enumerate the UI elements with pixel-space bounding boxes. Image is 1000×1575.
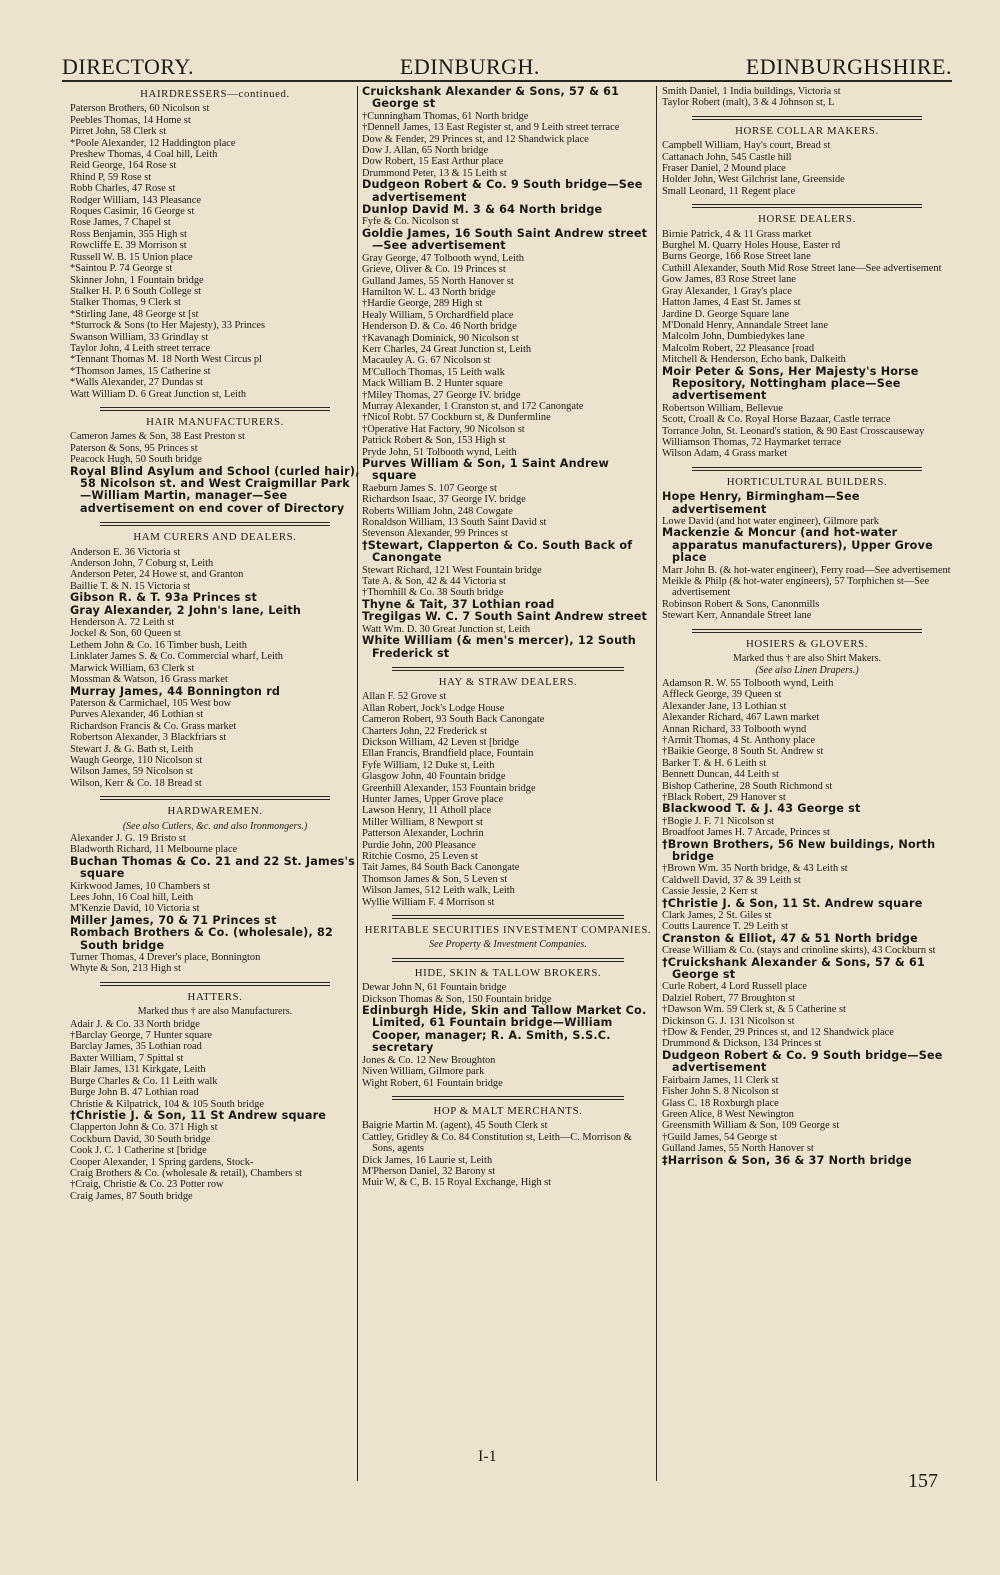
- listing-entry: Waugh George, 110 Nicolson st: [70, 754, 203, 766]
- section-divider: [392, 667, 624, 671]
- listing-entry: Gulland James, 55 North Hanover st: [362, 275, 514, 287]
- listing-entry: Healy William, 5 Orchardfield place: [362, 309, 514, 321]
- listing-entry: Pirret John, 58 Clerk st: [70, 126, 167, 138]
- listing-entry: Anderson Peter, 24 Howe st, and Granton: [70, 569, 244, 581]
- listing-entry: Bladworth Richard, 11 Melbourne place: [70, 844, 238, 856]
- section-heading: HORSE COLLAR MAKERS.: [735, 124, 879, 137]
- listing-entry: Anderson John, 7 Coburg st, Leith: [70, 558, 214, 570]
- listing-entry: Ross Benjamin, 355 High st: [70, 228, 187, 240]
- listing-entry: Henderson D. & Co. 46 North bridge: [362, 321, 517, 333]
- listing-entry: *Sturrock & Sons (to Her Majesty), 33 Princes: [70, 320, 266, 332]
- listing-entry: M'Pherson Daniel, 32 Barony st: [362, 1165, 496, 1177]
- section-divider: [100, 796, 330, 800]
- listing-entry: Wilson James, 512 Leith walk, Leith: [362, 885, 515, 897]
- listing-entry: Russell W. B. 15 Union place: [70, 251, 193, 263]
- listing-entry: Holder John, West Gilchrist lane, Greenside: [662, 174, 845, 186]
- listing-entry: Fyfe & Co. Nicolson st: [362, 216, 459, 228]
- listing-entry: †Thornhill & Co. 38 South bridge: [362, 587, 504, 599]
- listing-entry: Malcolm John, Dumbiedykes lane: [662, 331, 805, 343]
- listing-entry-bold: White William (& men's mercer), 12 South Frederick st: [362, 634, 636, 660]
- listing-entry: Gulland James, 55 North Hanover st: [662, 1143, 814, 1155]
- listing-entry: Ritchie Cosmo, 25 Leven st: [362, 851, 478, 862]
- listing-entry: Peebles Thomas, 14 Home st: [70, 114, 191, 126]
- listing-entry: †Craig, Christie & Co. 23 Potter row: [70, 1179, 224, 1191]
- listing-entry: Mossman & Watson, 16 Grass market: [70, 674, 228, 686]
- listing-entry: Rodger William, 143 Pleasance: [70, 194, 201, 206]
- listing-entry: Whyte & Son, 213 High st: [70, 963, 181, 975]
- header-center: EDINBURGH.: [399, 54, 540, 79]
- listing-entry: Taylor John, 4 Leith street terrace: [70, 342, 211, 354]
- listing-entry-bold: Purves William & Son, 1 Saint Andrew square: [362, 457, 609, 483]
- listing-entry: Curle Robert, 4 Lord Russell place: [662, 981, 807, 993]
- listing-entry: †Bogie J. F. 71 Nicolson st: [662, 815, 775, 827]
- listing-entry-bold: Mackenzie & Moncur (and hot-water apparatus manufacturers), Upper Grove place: [662, 526, 933, 565]
- listing-entry: Clapperton John & Co. 371 High st: [70, 1122, 218, 1134]
- listing-entry: Hamilton W. L. 43 North bridge: [362, 286, 496, 298]
- listing-entry-bold: †Christie J. & Son, 11 St. Andrew square: [662, 896, 923, 910]
- listing-entry: Paterson & Carmichael, 105 West bow: [70, 697, 232, 709]
- listing-entry: †Armit Thomas, 4 St. Anthony place: [662, 734, 816, 746]
- listing-entry: Bennett Duncan, 44 Leith st: [662, 769, 779, 781]
- listing-entry: Torrance John, St. Leonard's station, & 90 East Crosscauseway: [662, 425, 925, 437]
- listing-entry: Cuthill Alexander, South Mid Rose Street lane—See advertisement: [662, 262, 942, 274]
- section-note: (See also Linen Drapers.): [755, 665, 859, 677]
- listing-entry: *Tennant Thomas M. 18 North West Circus pl: [70, 354, 262, 366]
- listing-entry: Williamson Thomas, 72 Haymarket terrace: [662, 436, 842, 448]
- listing-entry: *Thomson James, 15 Catherine st: [70, 365, 211, 377]
- listing-entry: Dickson William, 42 Leven st [bridge: [362, 736, 519, 748]
- listing-entry-bold: Buchan Thomas & Co. 21 and 22 St. James's square: [70, 854, 356, 881]
- listing-entry: Fraser Daniel, 2 Mound place: [662, 163, 786, 175]
- section-divider: [392, 1096, 624, 1100]
- section-heading: HAIR MANUFACTURERS.: [146, 415, 284, 428]
- listing-entry: *Saintou P. 74 George st: [70, 263, 173, 275]
- listing-entry: †Hardie George, 289 High st: [362, 298, 483, 310]
- listing-entry: Bishop Catherine, 28 South Richmond st: [662, 780, 833, 792]
- listing-entry: Dewar John N, 61 Fountain bridge: [362, 982, 507, 994]
- listing-entry: †Baikie George, 8 South St. Andrew st: [662, 746, 824, 758]
- listing-entry: Reid George, 164 Rose st: [70, 160, 177, 172]
- listing-entry-bold: Goldie James, 16 South Saint Andrew street—See advertisement: [362, 226, 648, 253]
- listing-entry: Greenhill Alexander, 153 Fountain bridge: [362, 782, 536, 794]
- listing-entry: Alexander J. G. 19 Bristo st: [70, 832, 186, 844]
- listing-entry: Wilson James, 59 Nicolson st: [70, 766, 193, 778]
- listing-entry: Paterson & Sons, 95 Princes st: [70, 442, 198, 454]
- listing-entry: †Dennell James, 13 East Register st, and 9 Leith street terrace: [362, 122, 620, 134]
- listing-entry: Burge Charles & Co. 11 Leith walk: [70, 1075, 218, 1087]
- section-heading: HORSE DEALERS.: [758, 213, 856, 226]
- listing-entry: Wyllie William F. 4 Morrison st: [362, 896, 495, 908]
- listing-entry: Dick James, 16 Laurie st, Leith: [362, 1154, 493, 1166]
- listing-entry-bold: Royal Blind Asylum and School (curled hair), 58 Nicolson st. and West Craigmillar Park—William Martin, manager—See advertisement on end cover of Directory: [70, 464, 360, 515]
- listing-entry: †Cunningham Thomas, 61 North bridge: [362, 110, 529, 122]
- listing-entry: Burns George, 166 Rose Street lane: [662, 251, 811, 263]
- listing-entry: M'Donald Henry, Annandale Street lane: [662, 319, 828, 331]
- section-heading: HAY & STRAW DEALERS.: [438, 675, 578, 688]
- listing-entry: Preshew Thomas, 4 Coal hill, Leith: [70, 149, 218, 161]
- listing-entry: Kirkwood James, 10 Chambers st: [70, 880, 210, 892]
- listing-entry: Thomson James & Son, 5 Leven st: [362, 873, 508, 885]
- listing-entry-bold: Gibson R. & T. 93a Princes st: [70, 591, 258, 605]
- listing-entry: Fisher John S. 8 Nicolson st: [662, 1086, 779, 1098]
- listing-entry: Blair James, 131 Kirkgate, Leith: [70, 1064, 206, 1076]
- listing-entry: Broadfoot James H. 7 Arcade, Princes st: [662, 827, 830, 839]
- listing-entry: Turner Thomas, 4 Drever's place, Bonnington: [70, 952, 261, 964]
- section-note: (See also Cutlers, &c. and also Ironmongers.): [122, 820, 308, 832]
- listing-entry: Patterson Alexander, Lochrin: [362, 828, 484, 840]
- listing-entry: Allan F. 52 Grove st: [362, 691, 447, 703]
- listing-entry: Dickinson G. J. 131 Nicolson st: [662, 1015, 795, 1027]
- listing-entry: Christie & Kilpatrick, 104 & 105 South bridge: [70, 1098, 264, 1110]
- listing-entry: Charters John, 22 Frederick st: [362, 725, 487, 737]
- listing-entry: †Dow & Fender, 29 Princes st, and 12 Shandwick place: [662, 1027, 894, 1039]
- listing-entry: Watt William D. 6 Great Junction st, Leith: [70, 388, 247, 400]
- listing-entry: Stewart Kerr, Annandale Street lane: [662, 610, 812, 622]
- listing-entry: Niven William, Gilmore park: [362, 1066, 485, 1078]
- listing-entry: Mitchell & Henderson, Echo bank, Dalkeith: [662, 354, 846, 366]
- listing-entry: Robb Charles, 47 Rose st: [70, 183, 176, 195]
- column-3: [662, 86, 952, 1167]
- listing-entry: Mack William B. 2 Hunter square: [362, 378, 503, 390]
- listing-entry: Dalziel Robert, 77 Broughton st: [662, 992, 796, 1004]
- listing-entry: Gray Alexander, 1 Gray's place: [662, 285, 792, 297]
- listing-entry-bold: Dudgeon Robert & Co. 9 South bridge—See advertisement: [662, 1048, 943, 1075]
- listing-entry: Stalker Thomas, 9 Clerk st: [70, 297, 181, 309]
- listing-entry: Coutts Laurence T. 29 Leith st: [662, 921, 789, 933]
- section-divider: [692, 467, 922, 471]
- listing-entry: Cockburn David, 30 South bridge: [70, 1133, 211, 1145]
- listing-entry: Jardine D. George Square lane: [662, 308, 790, 320]
- listing-entry: Greensmith William & Son, 109 George st: [662, 1120, 840, 1132]
- listing-entry-bold: Blackwood T. & J. 43 George st: [662, 802, 861, 816]
- listing-entry: Rose James, 7 Chapel st: [70, 217, 171, 229]
- listing-entry: Adamson R. W. 55 Tolbooth wynd, Leith: [662, 677, 834, 689]
- listing-entry: Alexander Richard, 467 Lawn market: [662, 712, 820, 724]
- listing-entry: Wilson, Kerr & Co. 18 Bread st: [70, 777, 202, 789]
- listing-entry: Stevenson Alexander, 99 Princes st: [362, 528, 508, 540]
- listing-entry: Tait James, 84 South Back Canongate: [362, 862, 520, 874]
- listing-entry: †Brown Wm. 35 North bridge, & 43 Leith st: [662, 863, 848, 875]
- listing-entry: Burghel M. Quarry Holes House, Easter rd: [662, 240, 841, 252]
- listing-entry: Cassie Jessie, 2 Kerr st: [662, 886, 758, 898]
- listing-entry: M'Culloch Thomas, 15 Leith walk: [362, 366, 505, 378]
- listing-entry: Kerr Charles, 24 Great Junction st, Leith: [362, 343, 532, 355]
- listing-entry: Purdie John, 200 Pleasance: [362, 839, 476, 851]
- listing-entry: Miller William, 8 Newport st: [362, 816, 483, 828]
- listing-entry: Anderson E. 36 Victoria st: [70, 546, 181, 558]
- listing-entry: Glasgow John, 40 Fountain bridge: [362, 771, 506, 783]
- section-divider: [100, 522, 330, 526]
- listing-entry-bold: †Christie J. & Son, 11 St Andrew square: [70, 1108, 327, 1122]
- listing-entry: Grieve, Oliver & Co. 19 Princes st: [362, 264, 506, 276]
- listing-entry: Green Alice, 8 West Newington: [662, 1108, 794, 1120]
- listing-entry-bold: †Brown Brothers, 56 New buildings, North bridge: [662, 837, 936, 863]
- listing-entry: Drummond Peter, 13 & 15 Leith st: [362, 167, 507, 179]
- listing-entry: Henderson A. 72 Leith st: [70, 617, 175, 629]
- listing-entry-bold: Gray Alexander, 2 John's lane, Leith: [70, 603, 302, 617]
- listing-entry-bold: Tregilgas W. C. 7 South Saint Andrew street: [362, 610, 648, 624]
- section-subnote: Marked thus † are also Shirt Makers.: [732, 653, 882, 665]
- listing-entry: Stewart J. & G. Bath st, Leith: [70, 743, 194, 755]
- running-header: [62, 50, 952, 80]
- listing-entry: Peacock Hugh, 50 South bridge: [70, 454, 202, 466]
- listing-entry: Robertson William, Bellevue: [662, 402, 783, 414]
- listing-entry: Wilson Adam, 4 Grass market: [662, 448, 788, 460]
- listing-entry: Drummond & Dickson, 134 Princes st: [662, 1038, 822, 1050]
- listing-entry: Rowcliffe E. 39 Morrison st: [70, 240, 187, 252]
- listing-entry-bold: Thyne & Tait, 37 Lothian road: [362, 597, 555, 611]
- section-divider: [692, 116, 922, 120]
- listing-entry: Tate A. & Son, 42 & 44 Victoria st: [362, 576, 506, 588]
- listing-entry: †Guild James, 54 George st: [662, 1131, 777, 1143]
- listing-entry: Adair J. & Co. 33 North bridge: [70, 1018, 200, 1030]
- listing-entry: Swanson William, 33 Grindlay st: [70, 331, 209, 343]
- listing-entry: Richardson Francis & Co. Grass market: [70, 720, 237, 732]
- listing-entry: Cooper Alexander, 1 Spring gardens, Stock-: [70, 1156, 254, 1168]
- listing-entry-bold: Rombach Brothers & Co. (wholesale), 82 South bridge: [70, 926, 333, 952]
- listing-entry: Linklater James S. & Co. Commercial wharf, Leith: [70, 651, 283, 663]
- listing-entry: Dow Robert, 15 East Arthur place: [362, 156, 504, 168]
- listing-entry: †Dawson Wm. 59 Clerk st, & 5 Catherine st: [662, 1004, 846, 1016]
- listing-entry: Burge John B. 47 Lothian road: [70, 1087, 199, 1099]
- listing-entry: †Operative Hat Factory, 90 Nicolson st: [362, 423, 525, 435]
- listing-entry: †Nicol Robt. 57 Cockburn st, & Dunfermline: [362, 412, 551, 424]
- listing-entry: Campbell William, Hay's court, Bread st: [662, 140, 831, 152]
- listing-entry: Marwick William, 63 Clerk st: [70, 662, 195, 674]
- listing-entry: Dow J. Allan, 65 North bridge: [362, 145, 489, 157]
- listing-entry: Craig James, 87 South bridge: [70, 1190, 193, 1202]
- listing-entry-bold: Dudgeon Robert & Co. 9 South bridge—See advertisement: [362, 178, 643, 204]
- listing-entry: Clark James, 2 St. Giles st: [662, 910, 772, 921]
- listing-entry: Lawson Henry, 11 Atholl place: [362, 805, 492, 817]
- section-divider: [100, 982, 330, 986]
- listing-entry: Annan Richard, 33 Tolbooth wynd: [662, 723, 807, 735]
- listing-entry: Craig Brothers & Co. (wholesale & retail), Chambers st: [70, 1167, 303, 1179]
- listing-entry: Barker T. & H. 6 Leith st: [662, 757, 767, 769]
- listing-entry: Dickson Thomas & Son, 150 Fountain bridge: [362, 993, 552, 1005]
- section-heading: HERITABLE SECURITIES INVESTMENT COMPANIES.: [364, 924, 652, 937]
- listing-entry-bold: Moir Peter & Sons, Her Majesty's Horse Repository, Nottingham place—See advertisement: [662, 364, 919, 403]
- listing-entry: Marr John B. (& hot-water engineer), Ferry road—See advertisement: [662, 564, 951, 576]
- section-divider: [392, 958, 624, 962]
- listing-entry: Cameron Robert, 93 South Back Canongate: [362, 714, 545, 726]
- listing-entry: Crease William & Co. (stays and crinoline skirts), 43 Cockburn st: [662, 945, 936, 957]
- header-left: DIRECTORY.: [62, 54, 194, 79]
- listing-entry: Glass C. 18 Roxburgh place: [662, 1097, 779, 1109]
- listing-entry-bold: ‡Harrison & Son, 36 & 37 North bridge: [662, 1153, 912, 1167]
- listing-entry: †Kavanagh Dominick, 90 Nicolson st: [362, 332, 519, 344]
- listing-entry-bold: Miller James, 70 & 71 Princes st: [70, 913, 277, 927]
- listing-entry: Robertson Alexander, 3 Blackfriars st: [70, 732, 227, 744]
- listing-entry: Hatton James, 4 East St. James st: [662, 297, 801, 309]
- header-rule: [62, 80, 952, 82]
- listing-entry: Raeburn James S. 107 George st: [362, 482, 497, 494]
- listing-entry: Murray Alexander, 1 Cranston st, and 172 Canongate: [362, 400, 584, 412]
- listing-entry: Allan Robert, Jock's Lodge House: [362, 702, 505, 714]
- listing-entry: Fyfe William, 12 Duke st, Leith: [362, 759, 495, 771]
- listing-entry: Smith Daniel, 1 India buildings, Victoria st: [662, 86, 841, 97]
- listing-entry: Richardson Isaac, 37 George IV. bridge: [362, 494, 526, 506]
- section-divider: [692, 204, 922, 208]
- listing-entry: Hunter James, Upper Grove place: [362, 793, 504, 805]
- section-heading: HARDWAREMEN.: [167, 805, 263, 818]
- listing-entry: Robinson Robert & Sons, Canonmills: [662, 598, 820, 610]
- listing-entry: Patrick Robert & Son, 153 High st: [362, 435, 506, 447]
- section-divider: [100, 407, 330, 411]
- listing-entry-bold: Cruickshank Alexander & Sons, 57 & 61 George st: [362, 85, 620, 111]
- listing-entry: Stewart Richard, 121 West Fountain bridge: [362, 564, 542, 576]
- section-divider: [692, 629, 922, 633]
- listing-entry: Barclay James, 35 Lothian road: [70, 1041, 202, 1053]
- listing-entry: Cook J. C. 1 Catherine st [bridge: [70, 1145, 207, 1157]
- listing-entry: Lowe David (and hot water engineer), Gilmore park: [662, 516, 879, 527]
- listing-entry: *Stirling Jane, 48 George st [st: [70, 308, 199, 320]
- listing-entry: Skinner John, 1 Fountain bridge: [70, 274, 204, 286]
- listing-entry: Lees John, 16 Coal hill, Leith: [70, 892, 194, 903]
- listing-entry-bold: Murray James, 44 Bonnington rd: [70, 684, 281, 698]
- listing-entry: Lethem John & Co. 16 Timber bush, Leith: [70, 639, 247, 651]
- column-2: [362, 86, 654, 1189]
- listing-entry: Gow James, 83 Rose Street lane: [662, 274, 796, 286]
- section-heading: HAIRDRESSERS—continued.: [140, 88, 290, 100]
- listing-entry: Alexander Jane, 13 Lothian st: [662, 700, 787, 712]
- listing-entry: Paterson Brothers, 60 Nicolson st: [70, 103, 210, 115]
- listing-entry: Jones & Co. 12 New Broughton: [362, 1054, 496, 1066]
- listing-entry: Purves Alexander, 46 Lothian st: [70, 709, 204, 721]
- listing-entry-bold: Cranston & Elliot, 47 & 51 North bridge: [662, 931, 918, 945]
- listing-entry: Ellan Francis, Brandfield place, Fountain: [362, 748, 534, 760]
- listing-entry-bold: †Cruickshank Alexander & Sons, 57 & 61 George st: [662, 955, 925, 982]
- listing-entry: Roberts William John, 248 Cowgate: [362, 505, 513, 517]
- listing-entry: Fairbairn James, 11 Clerk st: [662, 1074, 779, 1086]
- listing-entry: Cattanach John, 545 Castle hill: [662, 151, 792, 163]
- listing-entry: Malcolm Robert, 22 Pleasance [road: [662, 342, 815, 354]
- column-rule-right: [656, 86, 657, 1481]
- listing-entry: *Poole Alexander, 12 Haddington place: [70, 137, 236, 149]
- listing-entry: Cattley, Gridley & Co. 84 Constitution st, Leith—C. Morrison & Sons, agents: [362, 1131, 632, 1155]
- listing-entry: Caldwell David, 37 & 39 Leith st: [662, 874, 801, 886]
- listing-entry: M'Kenzie David, 10 Victoria st: [70, 903, 200, 915]
- section-heading: HAM CURERS AND DEALERS.: [133, 531, 297, 544]
- listing-entry: Wight Robert, 61 Fountain bridge: [362, 1077, 503, 1089]
- listing-entry: *Walls Alexander, 27 Dundas st: [70, 377, 203, 389]
- listing-entry-bold: Edinburgh Hide, Skin and Tallow Market Co. Limited, 61 Fountain bridge—William Cooper, manager; R. A. Smith, S.S.C. secretary: [362, 1004, 647, 1055]
- listing-entry: Stalker H. P. 6 South College st: [70, 285, 202, 297]
- listing-entry: Baxter William, 7 Spittal st: [70, 1052, 184, 1064]
- listing-entry: †Black Robert, 29 Hanover st: [662, 791, 786, 803]
- section-heading: HIDE, SKIN & TALLOW BROKERS.: [414, 966, 602, 979]
- listing-entry: Muir W, & C, B. 15 Royal Exchange, High st: [362, 1177, 552, 1189]
- listing-entry: Cameron James & Son, 38 East Preston st: [70, 431, 245, 443]
- listing-entry: Watt Wm. D. 30 Great Junction st, Leith: [362, 623, 531, 635]
- section-divider: [392, 915, 624, 919]
- listing-entry: Pryde John, 51 Tolbooth wynd, Leith: [362, 446, 517, 458]
- listing-entry: Roques Casimir, 16 George st: [70, 206, 195, 218]
- column-1: [70, 86, 360, 1202]
- section-heading: HOSIERS & GLOVERS.: [745, 637, 869, 650]
- page-number: 157: [908, 1470, 938, 1492]
- listing-entry: Taylor Robert (malt), 3 & 4 Johnson st, L: [662, 97, 835, 109]
- listing-entry: †Miley Thomas, 27 George IV. bridge: [362, 389, 521, 401]
- listing-entry: Dow & Fender, 29 Princes st, and 12 Shandwick place: [362, 133, 589, 145]
- listing-entry: Small Leonard, 11 Regent place: [662, 185, 796, 197]
- listing-entry: Baigrie Martin M. (agent), 45 South Clerk st: [362, 1120, 548, 1132]
- listing-entry: Rhind P, 59 Rose st: [70, 171, 152, 183]
- listing-entry-bold: Hope Henry, Birmingham—See advertisement: [662, 490, 860, 516]
- listing-entry: Ronaldson William, 13 South Saint David st: [362, 517, 547, 529]
- listing-entry: Baillie T. & N. 15 Victoria st: [70, 580, 191, 592]
- printer-signature: I-1: [478, 1448, 497, 1465]
- listing-entry: Gray George, 47 Tolbooth wynd, Leith: [362, 252, 524, 264]
- section-heading: HATTERS.: [187, 990, 243, 1003]
- section-heading: HOP & MALT MERCHANTS.: [433, 1104, 583, 1117]
- listing-entry: Affleck George, 39 Queen st: [662, 689, 782, 701]
- listing-entry: Scott, Croall & Co. Royal Horse Bazaar, Castle terrace: [662, 414, 891, 426]
- section-heading: HORTICULTURAL BUILDERS.: [726, 475, 888, 488]
- listing-entry: Macauley A. G. 67 Nicolson st: [362, 355, 491, 367]
- listing-entry: Birnie Patrick, 4 & 11 Grass market: [662, 228, 812, 240]
- section-subnote: Marked thus † are also Manufacturers.: [137, 1006, 293, 1018]
- section-note: See Property & Investment Companies.: [429, 939, 587, 951]
- listing-entry-bold: Dunlop David M. 3 & 64 North bridge: [362, 203, 603, 217]
- listing-entry: Meikle & Philp (& hot-water engineers), 57 Torphichen st—See advertisement: [662, 576, 930, 599]
- listing-entry-bold: †Stewart, Clapperton & Co. South Back of Canongate: [362, 538, 633, 565]
- header-right: EDINBURGHSHIRE.: [745, 54, 952, 79]
- listing-entry: Jockel & Son, 60 Queen st: [70, 628, 181, 640]
- listing-entry: †Barclay George, 7 Hunter square: [70, 1030, 213, 1042]
